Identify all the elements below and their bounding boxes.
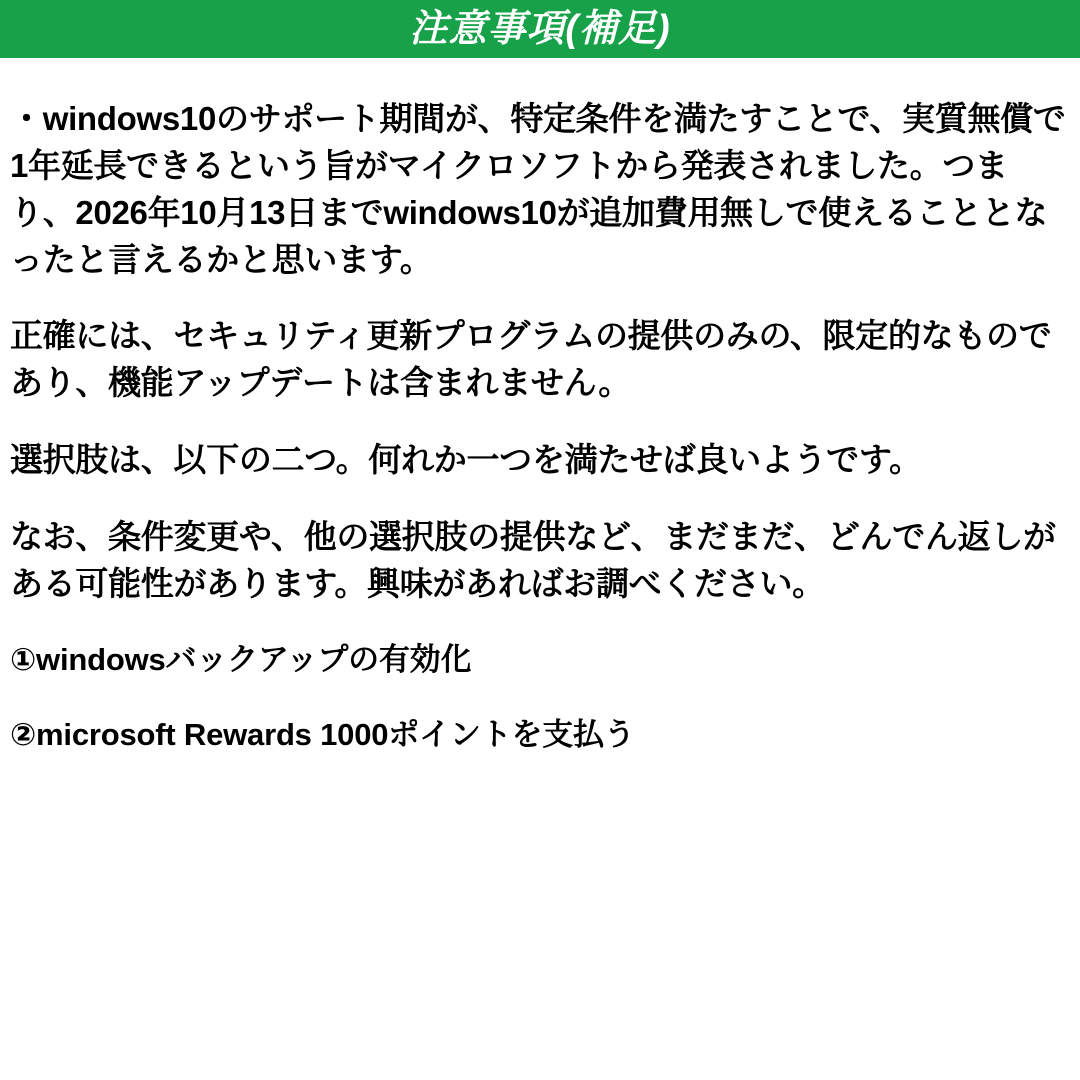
paragraph-security-only: 正確には、セキュリティ更新プログラムの提供のみの、限定的なものであり、機能アップデートは含まれません。 — [10, 317, 1052, 402]
paragraph-choices-intro: 選択肢は、以下の二つ。何れか一つを満たせば良いようです。 — [10, 441, 922, 479]
page-title: 注意事項(補足) — [409, 8, 671, 50]
bottom-spacer — [10, 789, 1066, 790]
list-item-option-2: ②microsoft Rewards 1000ポイントを支払う — [10, 717, 635, 753]
list-item-option-1: ①windowsバックアップの有効化 — [10, 641, 472, 677]
notice-content — [0, 58, 1080, 790]
paragraph-caveat: なお、条件変更や、他の選択肢の提供など、まだまだ、どんでん返しがある可能性があります。興味があればお調べください。 — [10, 518, 1056, 602]
header-bar — [0, 0, 1080, 58]
paragraph-support-extension: ・windows10のサポート期間が、特定条件を満たすことで、実質無償で1年延長できるという旨がマイクロソフトから発表されました。つまり、2026年10月13日までwindows10が追加費用無しで使えることとなったと言えるかと思います。 — [10, 100, 1066, 278]
